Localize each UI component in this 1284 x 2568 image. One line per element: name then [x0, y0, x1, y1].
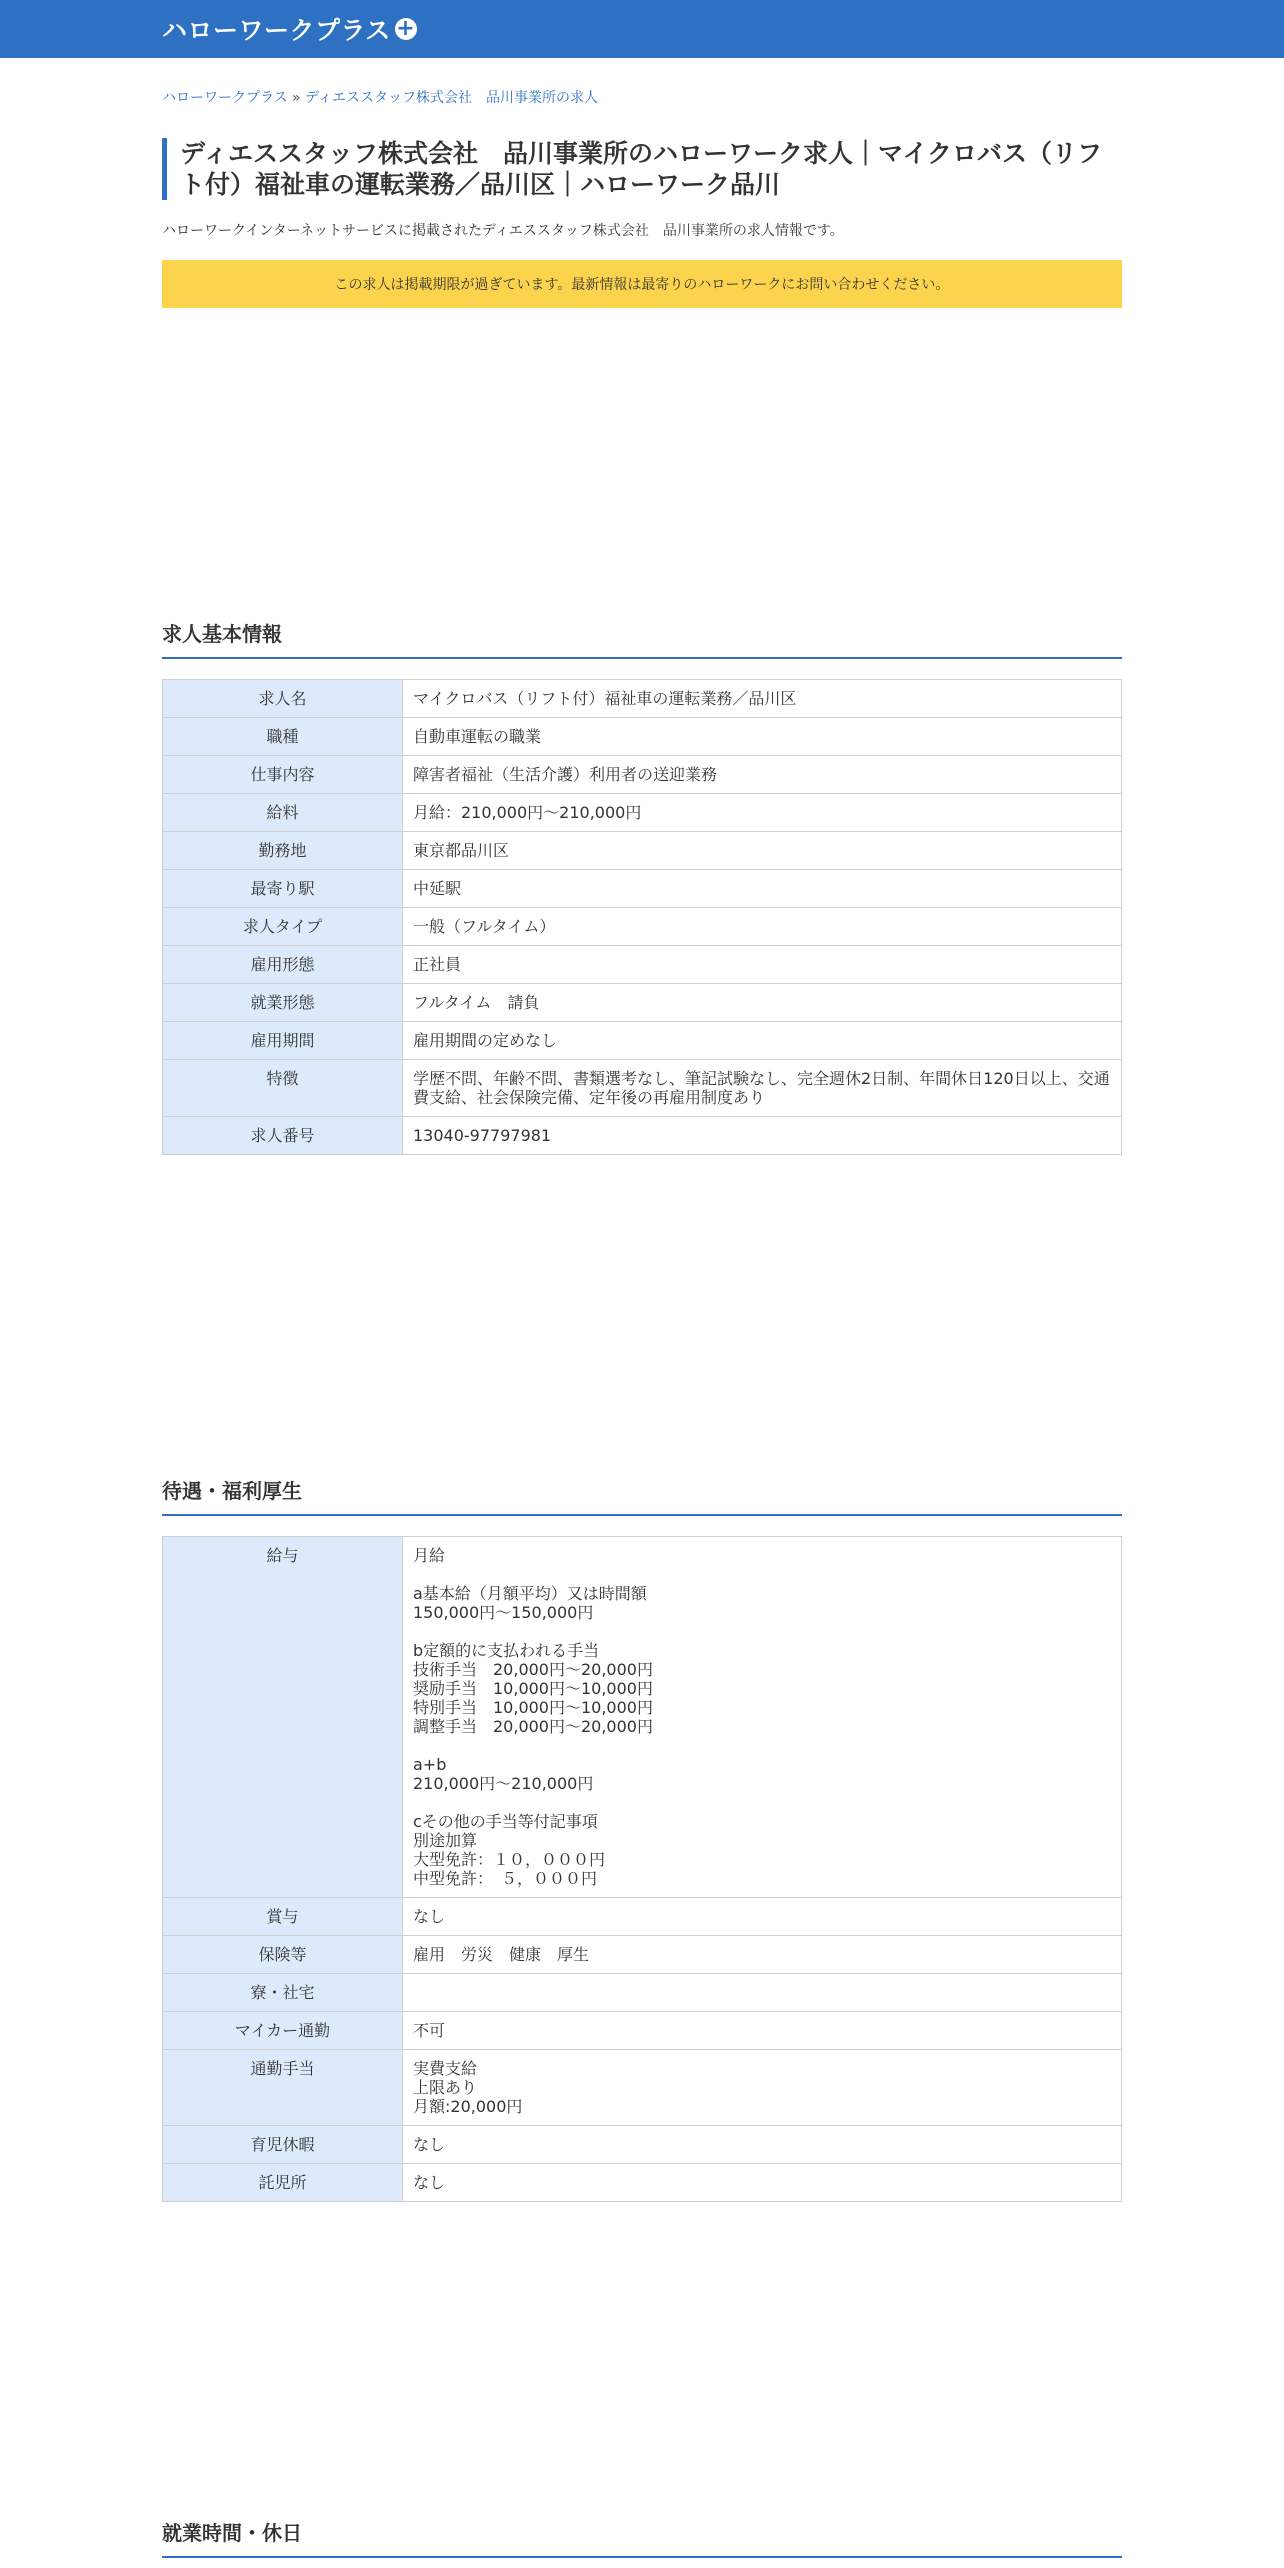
- basic-info-heading: 求人基本情報: [162, 618, 1122, 659]
- row-label: 求人名: [163, 680, 403, 718]
- row-label: 最寄り駅: [163, 870, 403, 908]
- row-label: 通勤手当: [163, 2050, 403, 2126]
- table-row: [163, 2012, 1122, 2050]
- row-value: 雇用期間の定めなし: [403, 1022, 1122, 1060]
- breadcrumb-separator: »: [292, 90, 301, 106]
- row-value: なし: [403, 1898, 1122, 1936]
- row-label: 給与: [163, 1537, 403, 1898]
- row-value: 正社員: [403, 946, 1122, 984]
- row-value: なし: [403, 2126, 1122, 2164]
- table-row: [163, 794, 1122, 832]
- row-value: マイクロバス（リフト付）福祉車の運転業務／品川区: [403, 680, 1122, 718]
- table-row: [163, 1117, 1122, 1155]
- logo-text: ハローワークプラス: [162, 16, 391, 45]
- row-label: 雇用形態: [163, 946, 403, 984]
- row-label: 雇用期間: [163, 1022, 403, 1060]
- table-row: [163, 1898, 1122, 1936]
- row-label: 寮・社宅: [163, 1974, 403, 2012]
- row-label: 賞与: [163, 1898, 403, 1936]
- table-row: [163, 2126, 1122, 2164]
- row-label: 求人番号: [163, 1117, 403, 1155]
- table-row: [163, 870, 1122, 908]
- row-label: 託児所: [163, 2164, 403, 2202]
- table-row: [163, 756, 1122, 794]
- table-row: [163, 1974, 1122, 2012]
- table-row: [163, 1060, 1122, 1117]
- row-label: 職種: [163, 718, 403, 756]
- row-value: 東京都品川区: [403, 832, 1122, 870]
- expired-notice-banner: [162, 260, 1122, 308]
- site-header: [0, 0, 1284, 58]
- basic-info-table: [162, 679, 1122, 1155]
- row-label: マイカー通勤: [163, 2012, 403, 2050]
- row-label: 就業形態: [163, 984, 403, 1022]
- row-value: 自動車運転の職業: [403, 718, 1122, 756]
- row-value: 雇用 労災 健康 厚生: [403, 1936, 1122, 1974]
- row-label: 育児休暇: [163, 2126, 403, 2164]
- table-row: [163, 1936, 1122, 1974]
- row-value: [403, 1974, 1122, 2012]
- ad-space: [162, 2202, 1122, 2517]
- row-value: フルタイム 請負: [403, 984, 1122, 1022]
- plus-circle-icon: +: [396, 16, 416, 41]
- benefits-table: [162, 1536, 1122, 2202]
- table-row: [163, 908, 1122, 946]
- ad-space: [162, 308, 1122, 618]
- table-row: [163, 1022, 1122, 1060]
- row-label: 求人タイプ: [163, 908, 403, 946]
- row-value: 不可: [403, 2012, 1122, 2050]
- main-content: [162, 87, 1122, 2558]
- breadcrumb-company-link[interactable]: ディエススタッフ株式会社 品川事業所の求人: [305, 90, 598, 106]
- row-value: 月給 a基本給（月額平均）又は時間額 150,000円～150,000円 b定額的に支払われる手当 技術手当 20,000円～20,000円 奨励手当 10,000円～10,000円 特別手当 10,000円～10,000円 調整手当 20,000円～20,000円 a+b 210,000円～210,000円 cその他の手当等付記事項 別途加算 大型免許：１０，０００円 中型免許： ５，０００円: [403, 1537, 1122, 1898]
- row-value: 障害者福祉（生活介護）利用者の送迎業務: [403, 756, 1122, 794]
- row-value: 月給：210,000円～210,000円: [403, 794, 1122, 832]
- page-intro: ハローワークインターネットサービスに掲載されたディエススタッフ株式会社 品川事業所の求人情報です。: [162, 223, 844, 239]
- row-value: 13040-97797981: [403, 1117, 1122, 1155]
- row-value: 一般（フルタイム）: [403, 908, 1122, 946]
- table-row: [163, 984, 1122, 1022]
- table-row: [163, 2164, 1122, 2202]
- breadcrumb: [162, 87, 1122, 107]
- row-label: 勤務地: [163, 832, 403, 870]
- table-row: [163, 1537, 1122, 1898]
- row-label: 給料: [163, 794, 403, 832]
- table-row: [163, 718, 1122, 756]
- benefits-heading: 待遇・福利厚生: [162, 1475, 1122, 1516]
- site-logo[interactable]: [162, 11, 417, 47]
- expired-notice-text: この求人は掲載期限が過ぎています。最新情報は最寄りのハローワークにお問い合わせください。: [334, 277, 950, 293]
- ad-space: [162, 1155, 1122, 1475]
- row-label: 仕事内容: [163, 756, 403, 794]
- row-value: 実費支給 上限あり 月額:20,000円: [403, 2050, 1122, 2126]
- row-label: 保険等: [163, 1936, 403, 1974]
- table-row: [163, 946, 1122, 984]
- table-row: [163, 832, 1122, 870]
- table-row: [163, 2050, 1122, 2126]
- row-value: なし: [403, 2164, 1122, 2202]
- breadcrumb-home-link[interactable]: ハローワークプラス: [162, 90, 288, 106]
- hours-heading: 就業時間・休日: [162, 2517, 1122, 2558]
- row-value: 学歴不問、年齢不問、書類選考なし、筆記試験なし、完全週休2日制、年間休日120日以上、交通費支給、社会保険完備、定年後の再雇用制度あり: [403, 1060, 1122, 1117]
- row-value: 中延駅: [403, 870, 1122, 908]
- table-row: [163, 680, 1122, 718]
- row-label: 特徴: [163, 1060, 403, 1117]
- page-title: ディエススタッフ株式会社 品川事業所のハローワーク求人｜マイクロバス（リフト付）福祉車の運転業務／品川区｜ハローワーク品川: [162, 138, 1122, 200]
